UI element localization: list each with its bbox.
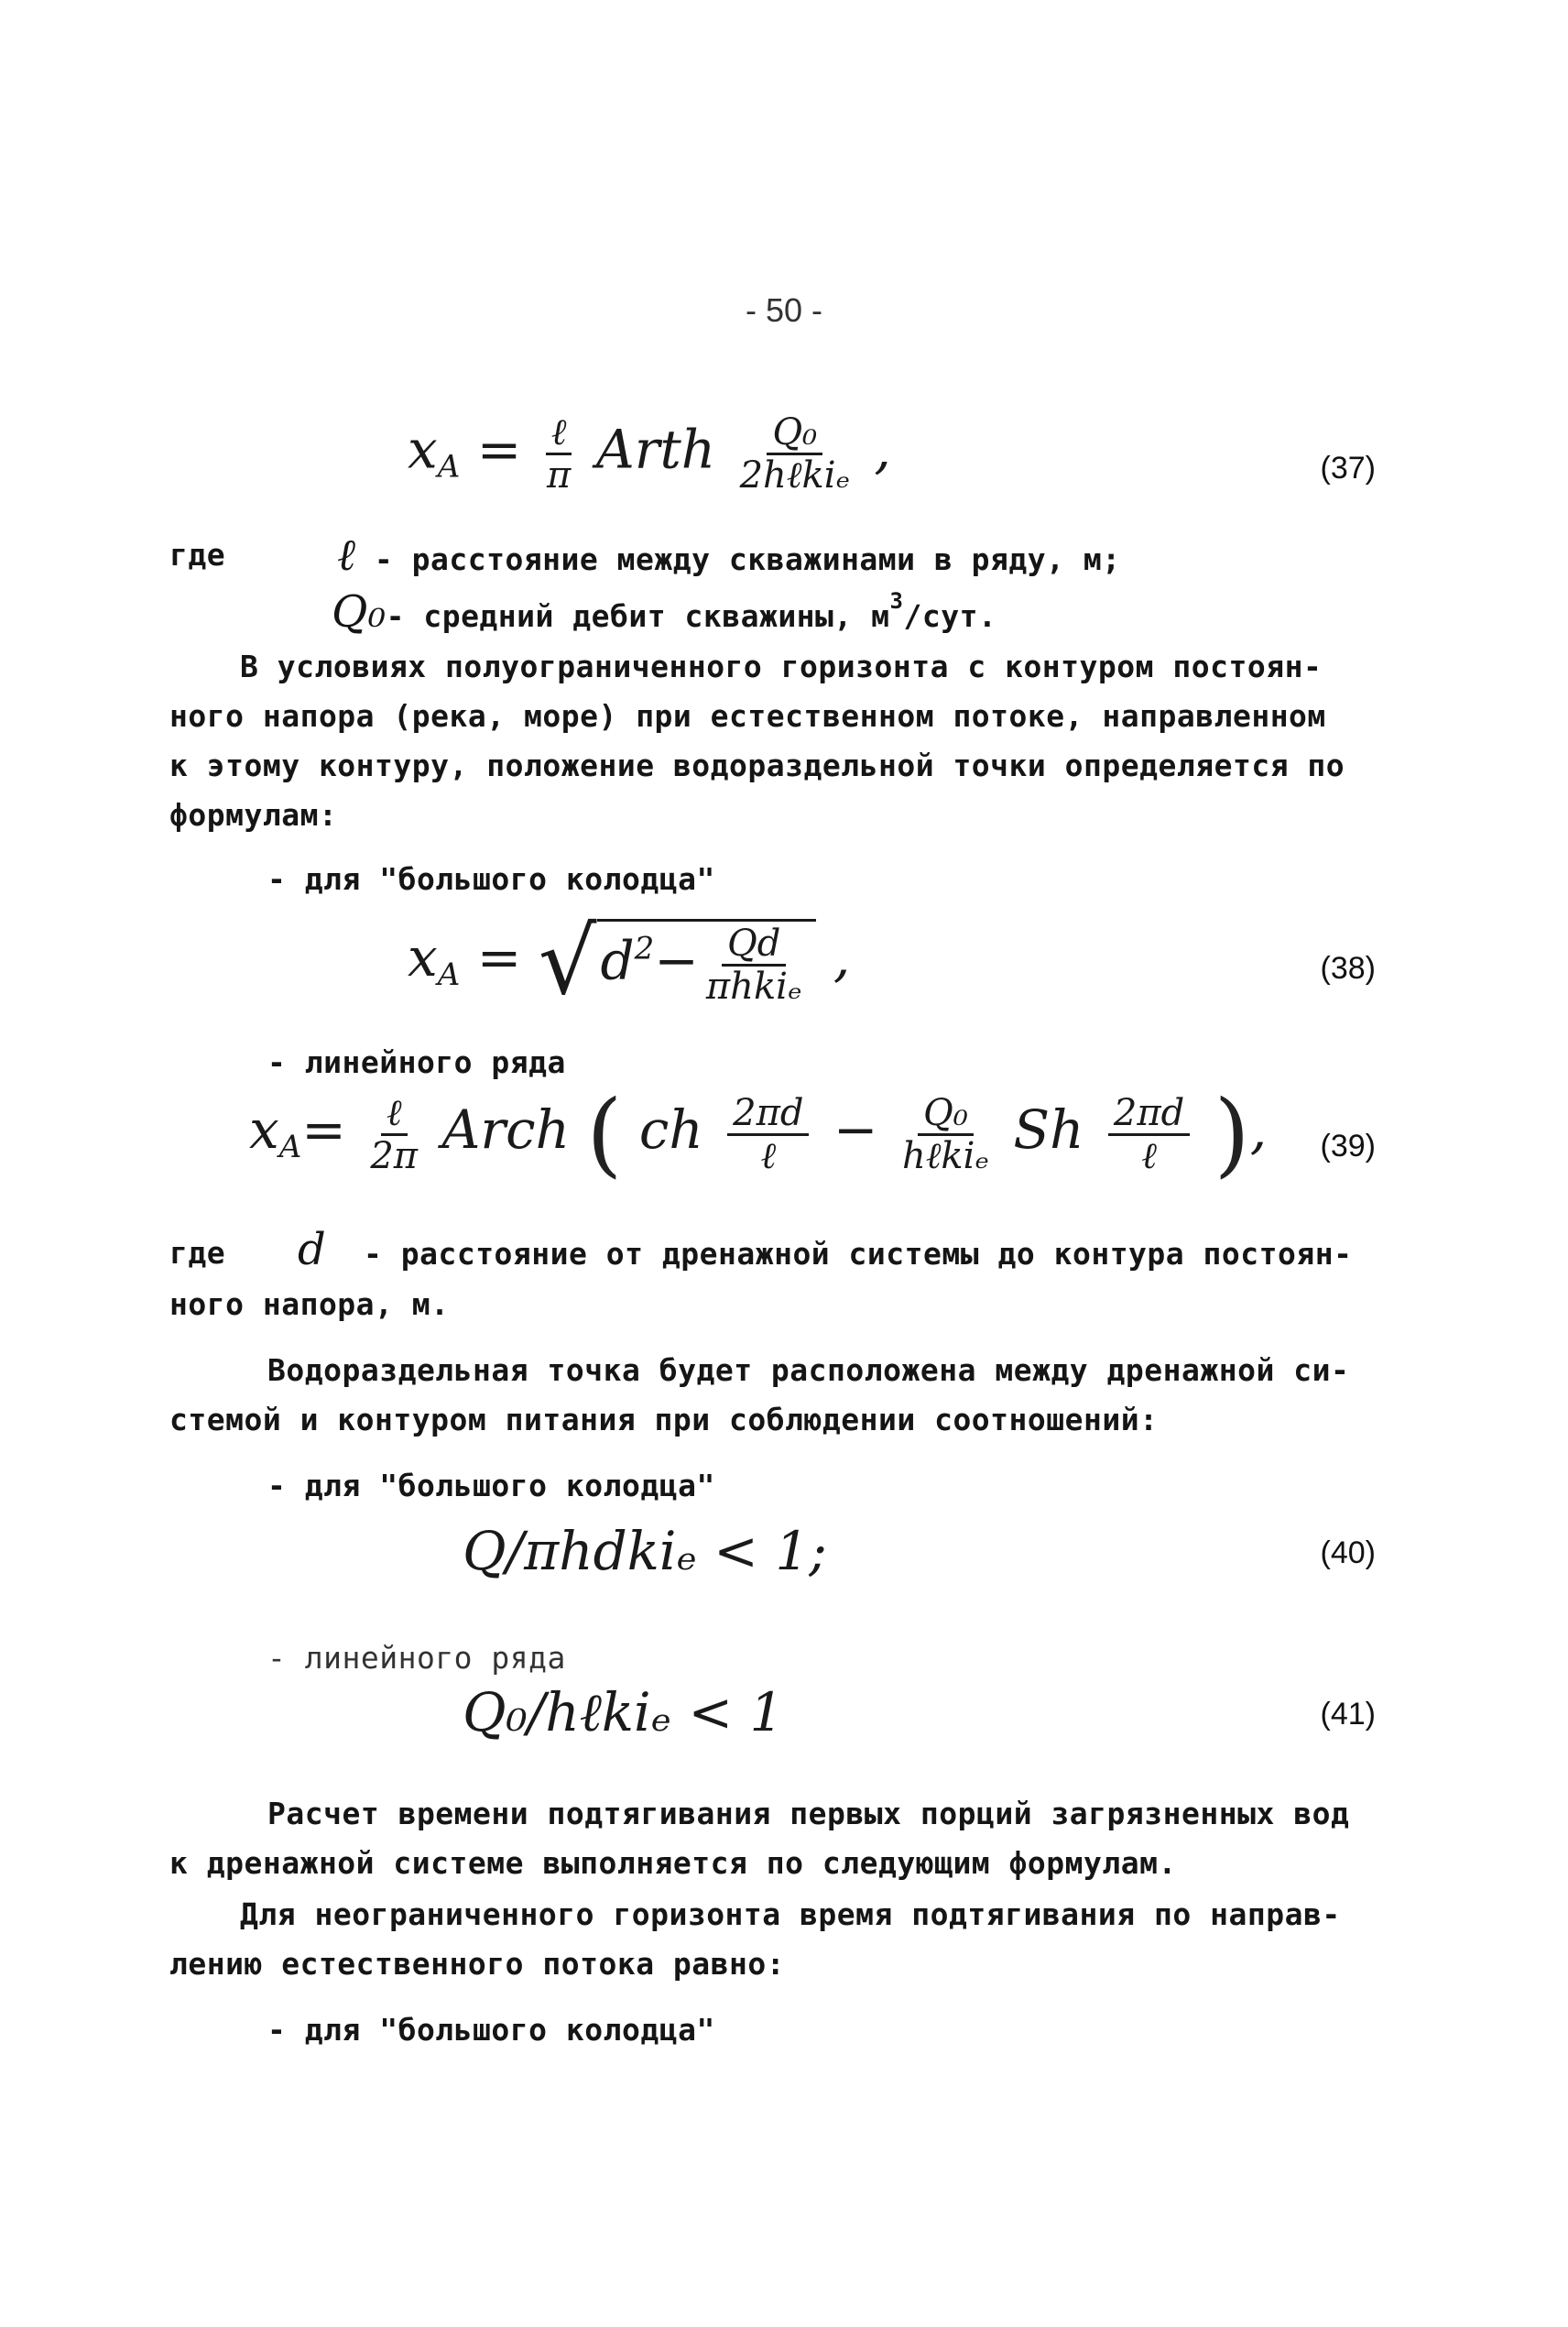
eq39-function: Arch [441, 1098, 570, 1162]
equation-37 [408, 411, 891, 497]
where-label-2: где [169, 1235, 226, 1271]
definition-q0-text: - средний дебит скважины, м [386, 598, 890, 634]
eq39-left-paren: ( [586, 1080, 623, 1187]
eq39-f4-den: ℓ [1141, 1134, 1157, 1177]
definition-d-text: - расстояние от дренажной системы до контура постоян- [363, 1236, 1353, 1272]
eq39-fraction-2 [727, 1091, 809, 1177]
symbol-q0: Q₀ [332, 586, 387, 638]
list-item-2: - линейного ряда [267, 1044, 566, 1080]
equation-number-39: (39) [1320, 1129, 1376, 1164]
paragraph-2-line-2: стемой и контуром питания при соблюдении соотношений: [169, 1402, 1159, 1437]
eq39-fraction-1 [370, 1091, 419, 1177]
equation-number-38: (38) [1320, 951, 1376, 986]
eq37-f2-den: 2hℓkiₑ [739, 454, 850, 497]
eq37-tail: , [856, 418, 891, 481]
eq39-equals: = [301, 1098, 346, 1162]
definition-l-text: - расстояние между скважинами в ряду, м; [374, 541, 1121, 577]
paragraph-1-line-2: ного напора (река, море) при естественном потоке, направленном [169, 698, 1326, 734]
eq38-tail: , [816, 926, 851, 989]
definition-q0 [332, 586, 996, 638]
eq39-f1-den: 2π [370, 1134, 419, 1177]
eq37-equals: = [460, 418, 522, 481]
equation-38 [408, 908, 851, 1015]
eq39-f1-num: ℓ [381, 1095, 408, 1136]
eq39-sh: Sh [1013, 1098, 1084, 1162]
paragraph-2-line-1: Водораздельная точка будет расположена между дренажной си- [267, 1352, 1350, 1388]
eq37-f2-num: Q₀ [767, 414, 822, 455]
equation-39 [249, 1080, 1268, 1187]
definition-q0-tail: /сут. [903, 598, 997, 634]
eq38-den: πhkiₑ [705, 966, 802, 1008]
equation-number-41: (41) [1320, 1697, 1376, 1732]
eq38-d: d [600, 929, 635, 992]
paragraph-3-line-1: Расчет времени подтягивания первых порций загрязненных вод [267, 1796, 1350, 1831]
eq39-lhs: x [249, 1098, 279, 1162]
symbol-l: ℓ [337, 530, 356, 581]
eq37-fraction-2 [739, 411, 850, 497]
paragraph-1-line-3: к этому контуру, положение водораздельной точки определяется по [169, 748, 1345, 783]
eq39-fraction-4 [1108, 1091, 1190, 1177]
eq39-tail: , [1249, 1098, 1268, 1162]
eq39-f3-den: hℓkiₑ [901, 1134, 989, 1177]
eq39-right-paren: ) [1214, 1080, 1250, 1187]
paragraph-3-line-2: к дренажной системе выполняется по следующим формулам. [169, 1845, 1177, 1881]
eq37-f1-num: ℓ [546, 414, 572, 455]
paragraph-1-line-1: В условиях полуограниченного горизонта с контуром постоян- [240, 649, 1323, 684]
eq39-fraction-3 [901, 1091, 989, 1177]
list-item-4: - линейного ряда [267, 1640, 566, 1676]
equation-41: Q₀/hℓkiₑ < 1 [463, 1681, 784, 1743]
eq39-ch: ch [638, 1098, 703, 1162]
eq38-equals: = [460, 926, 522, 989]
eq38-radicand [597, 919, 817, 1008]
list-item-5: - для "большого колодца" [267, 2012, 715, 2048]
eq39-minus: − [833, 1098, 878, 1162]
paragraph-4-line-1: Для неограниченного горизонта время подтягивания по направ- [240, 1896, 1341, 1932]
eq37-lhs-sub: A [437, 448, 461, 486]
eq38-fraction [705, 923, 802, 1008]
equation-number-40: (40) [1320, 1535, 1376, 1570]
equation-40: Q/πhdkiₑ < 1; [463, 1520, 827, 1582]
eq37-fraction-1 [546, 411, 572, 497]
eq38-num: Qd [722, 925, 786, 967]
where-label-1: где [169, 537, 226, 573]
eq37-function: Arth [595, 418, 716, 481]
paragraph-1-line-4: формулам: [169, 797, 338, 833]
sqrt-icon: √ [538, 908, 597, 1015]
symbol-d: d [298, 1224, 327, 1275]
eq38-minus: − [654, 929, 699, 992]
eq37-f1-den: π [546, 454, 572, 497]
page-number: - 50 - [745, 291, 823, 329]
eq39-f2-num: 2πd [727, 1095, 809, 1136]
eq38-lhs-sub: A [437, 956, 461, 994]
eq37-lhs: x [408, 418, 438, 481]
equation-number-37: (37) [1320, 451, 1376, 486]
definition-d-line-2: ного напора, м. [169, 1286, 450, 1322]
definition-l [337, 530, 1121, 581]
definition-d [298, 1224, 1352, 1275]
list-item-1: - для "большого колодца" [267, 861, 715, 897]
list-item-3: - для "большого колодца" [267, 1468, 715, 1503]
eq38-lhs: x [408, 926, 438, 989]
eq39-f4-num: 2πd [1108, 1095, 1190, 1136]
eq39-f2-den: ℓ [760, 1134, 777, 1177]
definition-q0-sup: 3 [889, 588, 904, 614]
paragraph-4-line-2: лению естественного потока равно: [169, 1946, 786, 1982]
eq39-lhs-sub: A [278, 1129, 302, 1166]
eq38-sup: 2 [634, 930, 655, 967]
eq39-f3-num: Q₀ [918, 1095, 974, 1136]
